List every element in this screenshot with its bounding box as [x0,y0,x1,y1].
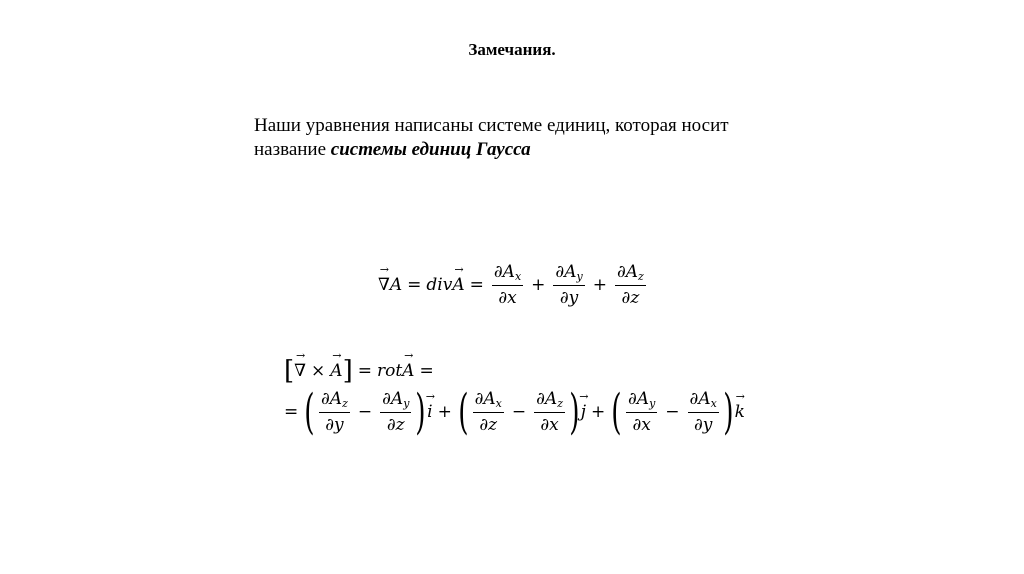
unit-vector-j: → j [581,402,586,422]
curl-formula-line-2: = ( $\frac{\partial A_z}{\partial y}$ − $\frac{\partial A_y}{\partial z}$ ) → i + ( $\frac{\partial A_x}{\partial z}$ − $\frac{\partial A_z}{\partial x}$ ) → j + ( $\frac{\partial A_y}{\partial x}$ − $\frac{\partial A_x}{\partial y}$ ) → k [284,388,745,436]
fraction-dAz-dz: $\frac{\partial A_z}{\partial z}$ [616,262,644,308]
div-operator: div [426,275,453,295]
rot-operator: rot [376,361,403,381]
slide-title: Замечания. [468,40,556,59]
cross-operator: × [311,361,326,381]
fraction-dAx-dz: $\frac{\partial A_x}{\partial z}$ [474,389,502,435]
var-A: A [389,275,403,295]
paragraph [254,114,774,162]
paragraph-line-2-plain: название [254,139,331,160]
nabla-symbol: → ∇ [294,361,306,381]
divergence-formula: → ∇ A = div → A = $\frac{\partial A_x}{\partial x}$ + $\frac{\partial A_y}{\partial y}$ + $\frac{\partial A_z}{\partial z}$ [378,262,649,308]
paragraph-line-2 [254,138,774,162]
vector-A: → A [452,275,464,295]
fraction-dAy-dz: $\frac{\partial A_y}{\partial z}$ [382,389,410,435]
vector-A: → A [330,361,342,381]
unit-vector-k: → k [735,402,745,422]
unit-vector-i: → i [427,402,432,422]
fraction-dAx-dy: $\frac{\partial A_x}{\partial y}$ [689,389,717,435]
fraction-dAx-dx: $\frac{\partial A_x}{\partial x}$ [493,262,522,308]
gauss-units-term: системы единиц Гаусса [330,139,531,160]
curl-formula-line-1: [ → ∇ × → A ] = rot → A = [284,358,439,384]
vector-A: → A [402,361,414,381]
fraction-dAz-dx: $\frac{\partial A_z}{\partial x}$ [536,389,563,435]
fraction-dAy-dx: $\frac{\partial A_y}{\partial x}$ [627,389,656,435]
nabla-symbol: → ∇ [378,275,390,295]
paragraph-line-1: Наши уравнения написаны системе единиц, которая носит [254,115,729,136]
fraction-dAz-dy: $\frac{\partial A_z}{\partial y}$ [320,389,348,435]
fraction-dAy-dy: $\frac{\partial A_y}{\partial y}$ [555,262,583,308]
